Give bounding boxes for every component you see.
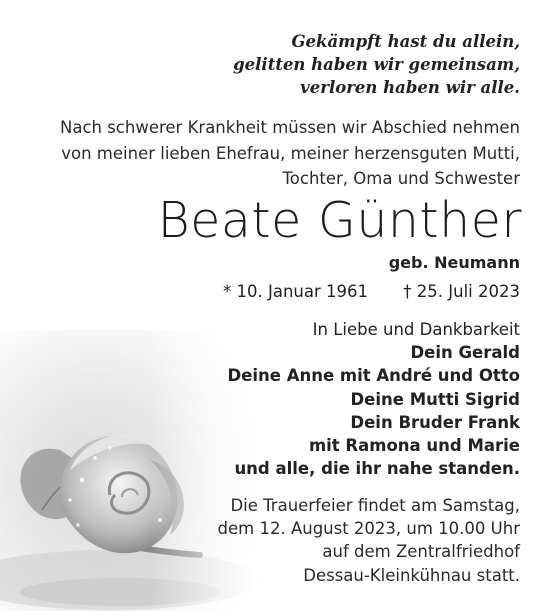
mourners-intro: In Liebe und Dankbarkeit	[312, 320, 520, 339]
intro-text	[18, 115, 520, 192]
intro-line: Tochter, Oma und Schwester	[282, 169, 520, 188]
birth-date: * 10. Januar 1961	[223, 282, 369, 301]
funeral-details	[218, 494, 520, 587]
funeral-line: auf dem Zentralfriedhof	[322, 542, 520, 562]
intro-line: Nach schwerer Krankheit müssen wir Abschied nehmen	[59, 118, 520, 137]
motto-line: verloren haben wir alle.	[300, 78, 520, 97]
mourner-line: mit Ramona und Marie	[308, 436, 520, 456]
mourner-line: Dein Bruder Frank	[350, 412, 520, 432]
motto-line: gelitten haben wir gemeinsam,	[233, 55, 520, 74]
mourner-line: Deine Anne mit André und Otto	[227, 366, 520, 386]
mourner-line: Dein Gerald	[410, 343, 520, 363]
mourners-list	[228, 318, 521, 480]
death-date: † 25. Juli 2023	[403, 282, 520, 301]
intro-line: von meiner lieben Ehefrau, meiner herzensguten Mutti,	[61, 143, 520, 163]
funeral-line: Die Trauerfeier findet am Samstag,	[230, 496, 520, 515]
maiden-name: geb. Neumann	[388, 253, 520, 272]
mourner-line: und alle, die ihr nahe standen.	[234, 459, 520, 479]
motto-quote	[233, 30, 520, 99]
motto-line: Gekämpft hast du allein,	[291, 32, 520, 51]
deceased-name: Beate Günther	[157, 192, 522, 249]
funeral-line: Dessau-Kleinkühnau statt.	[303, 565, 520, 585]
mourner-line: Deine Mutti Sigrid	[350, 389, 520, 409]
funeral-line: dem 12. August 2023, um 10.00 Uhr	[217, 519, 520, 539]
life-dates	[223, 282, 520, 301]
